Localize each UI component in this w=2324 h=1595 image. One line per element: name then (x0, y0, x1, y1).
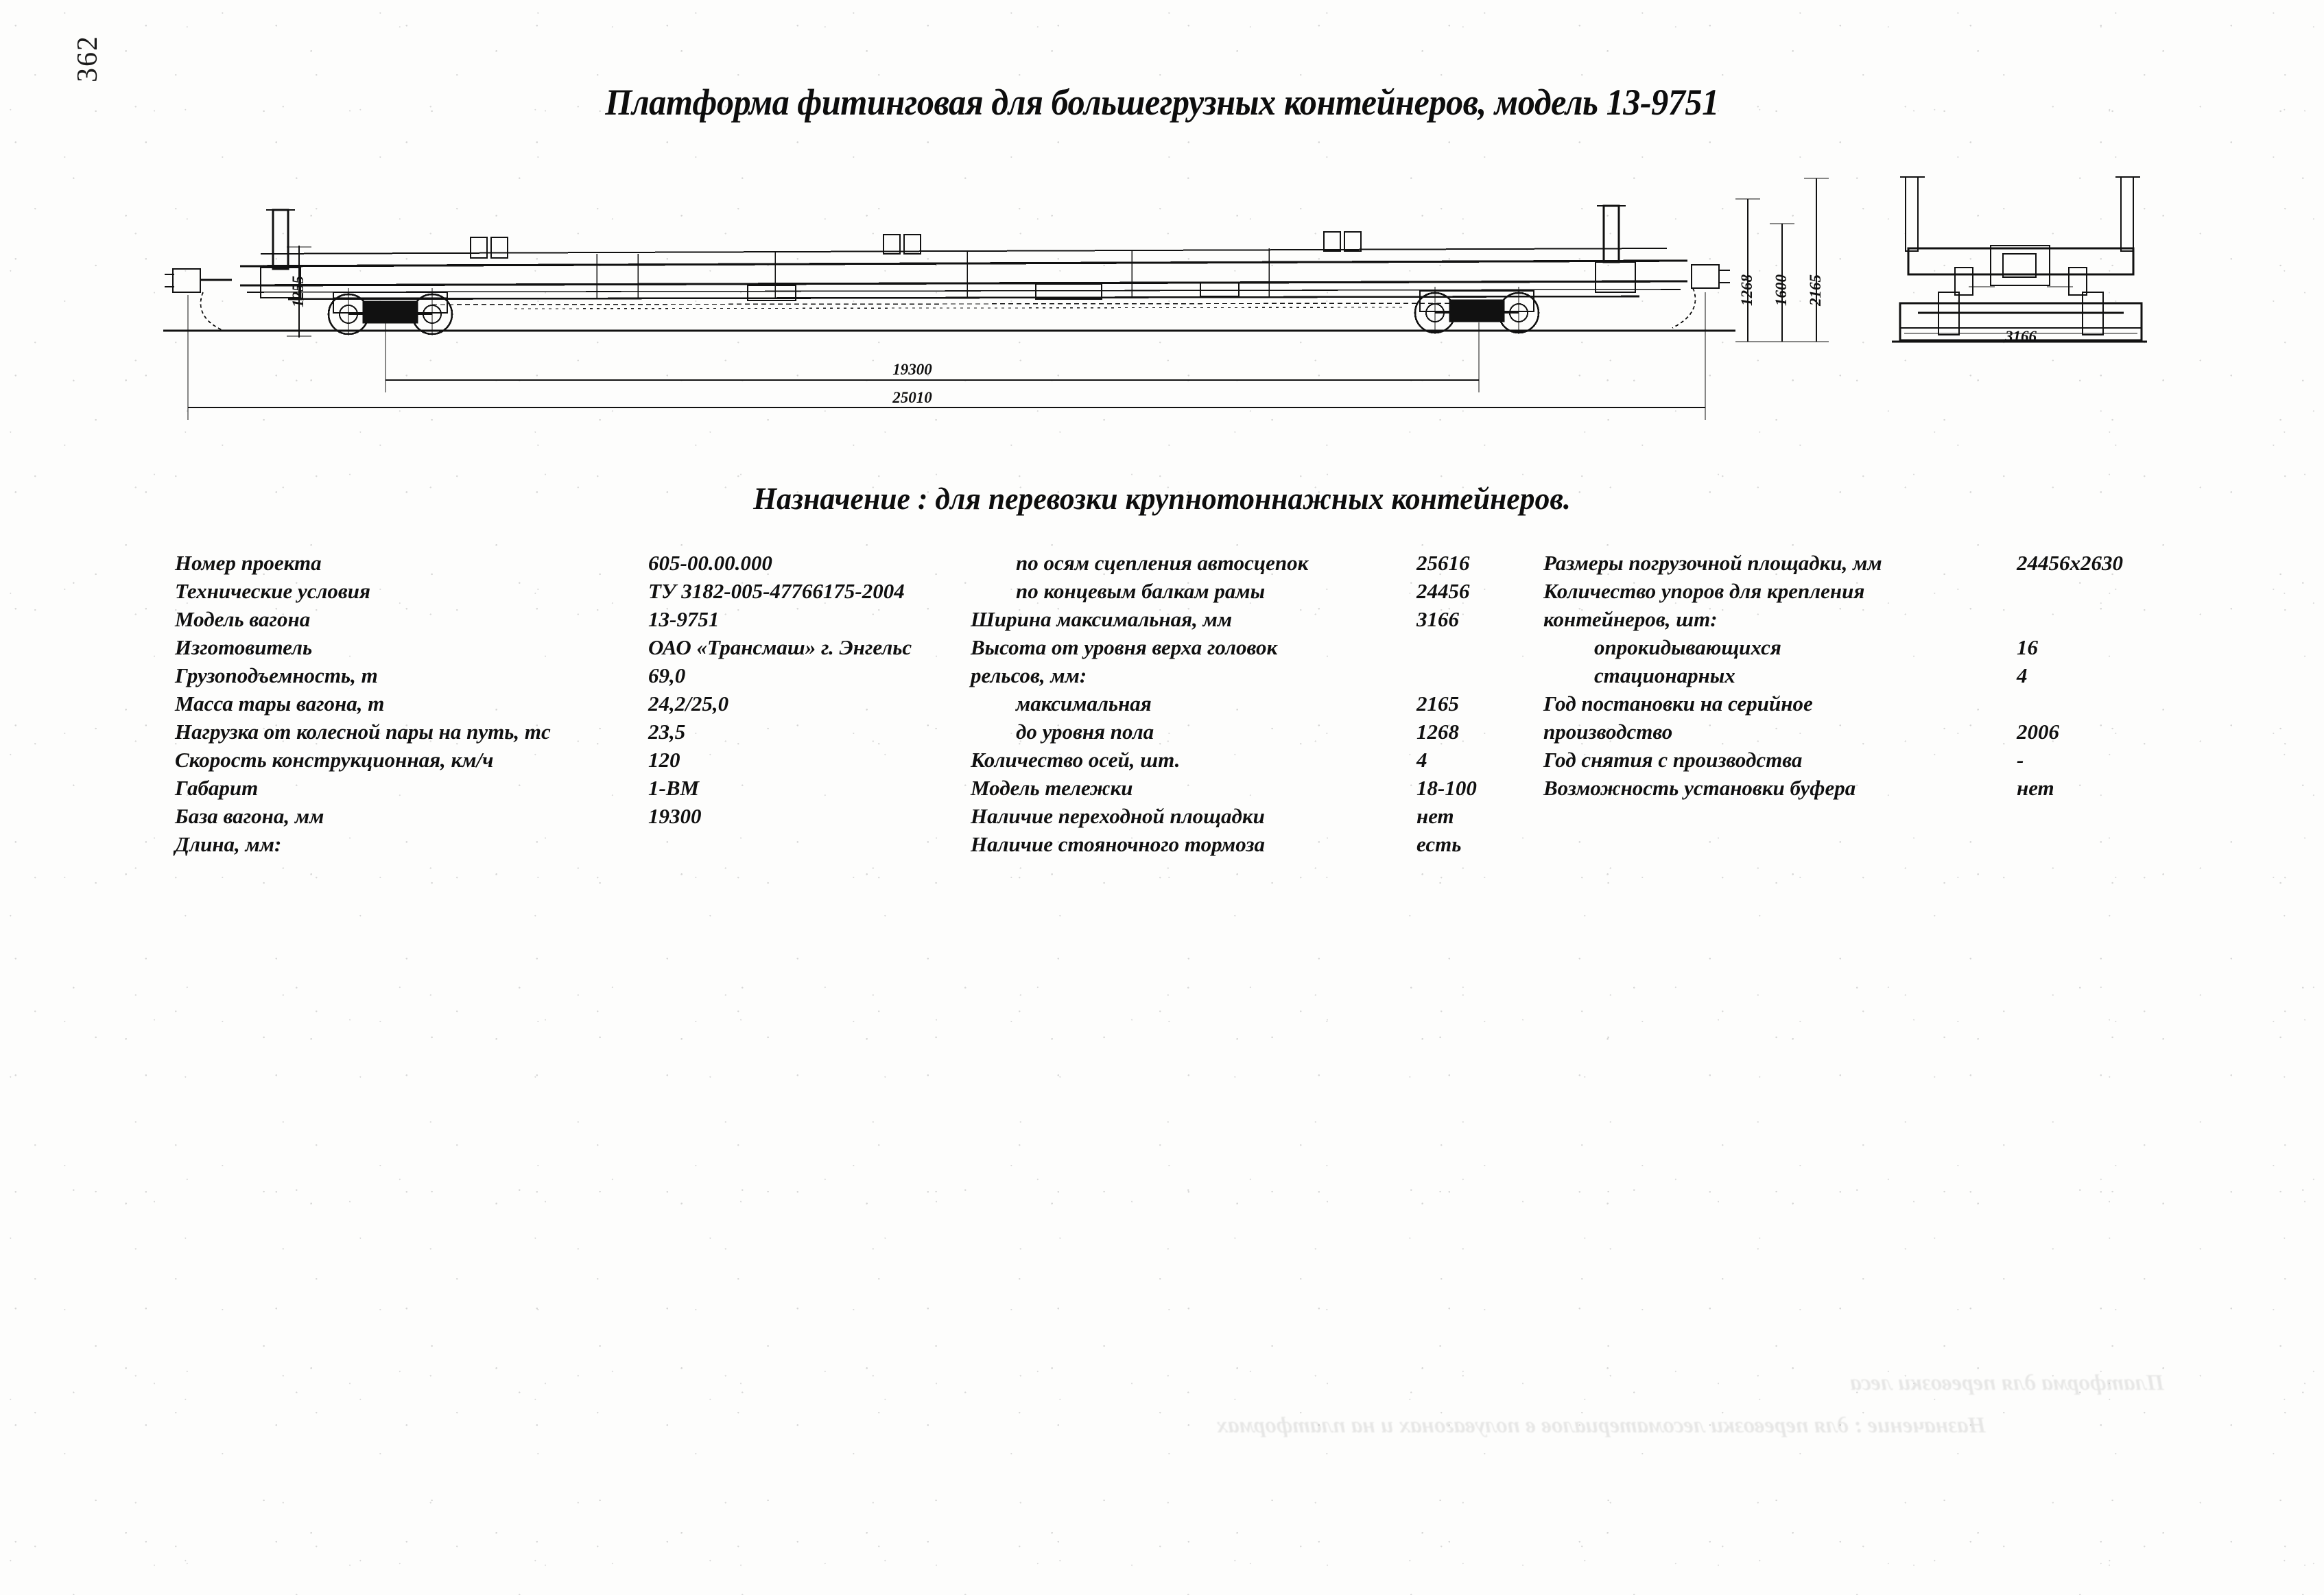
spec-right-value-2 (2017, 605, 2195, 633)
dim-max-height: 2165 (1807, 274, 1824, 306)
railcar-drawing-svg (158, 158, 2168, 446)
spec-left-value-2: 13-9751 (648, 607, 720, 631)
spec-left-label-2: Модель вагона (175, 607, 311, 631)
spec-right-value-0: 24456x2630 (2017, 551, 2123, 575)
spec-middle-label-2: Ширина максимальная, мм (971, 607, 1233, 631)
spec-middle-label-4: рельсов, мм: (971, 663, 1087, 687)
spec-column-left-labels (175, 549, 648, 858)
spec-right-value-7: - (2017, 748, 2024, 772)
spec-column-middle-labels (971, 549, 1416, 858)
technical-drawing (158, 158, 2168, 446)
spec-middle-value-2: 3166 (1416, 607, 1459, 631)
spec-middle-value-3 (1416, 633, 1543, 661)
spec-left-value-5: 24,2/25,0 (648, 692, 729, 716)
spec-middle-value-6: 1268 (1416, 720, 1459, 744)
spec-middle-label-5: максимальная (1016, 692, 1152, 716)
spec-right-value-3: 16 (2017, 635, 2038, 659)
spec-column-middle-values (1416, 549, 1543, 858)
dim-overall-length: 25010 (892, 389, 932, 406)
spec-left-label-4: Грузоподъемность, т (175, 663, 378, 687)
spec-left-label-7: Скорость конструкционная, км/ч (175, 748, 494, 772)
spec-left-value-8: 1-ВМ (648, 776, 700, 800)
verso-bleed-through (175, 1362, 2164, 1447)
dim-end-view-width: 3166 (2005, 328, 2037, 345)
spec-middle-label-7: Количество осей, шт. (971, 748, 1181, 772)
spec-left-value-0: 605-00.00.000 (648, 551, 772, 575)
spec-right-label-5: Год постановки на серийное (1543, 692, 1813, 716)
spec-middle-value-7: 4 (1416, 748, 1427, 772)
spec-left-label-0: Номер проекта (175, 551, 322, 575)
spec-left-label-3: Изготовитель (175, 635, 313, 659)
spec-left-label-10: Длина, мм: (175, 832, 282, 856)
dim-floor-height: 1268 (1738, 274, 1755, 306)
spec-left-value-9: 19300 (648, 804, 702, 828)
spec-middle-value-10: есть (1416, 832, 1462, 856)
spec-left-label-5: Масса тары вагона, т (175, 692, 385, 716)
dim-height-left: 1255 (289, 276, 307, 307)
spec-right-label-2: контейнеров, шт: (1543, 607, 1718, 631)
spec-middle-value-0: 25616 (1416, 551, 1470, 575)
spec-left-value-6: 23,5 (648, 720, 686, 744)
dim-platform-height: 1600 (1772, 274, 1790, 306)
spec-right-value-4: 4 (2017, 663, 2028, 687)
page-title: Платформа фитинговая для большегрузных контейнеров, модель 13-9751 (605, 82, 1719, 123)
spec-left-label-6: Нагрузка от колесной пары на путь, тс (175, 720, 551, 744)
spec-right-value-5 (2017, 689, 2195, 718)
spec-middle-value-4 (1416, 661, 1543, 689)
spec-left-value-7: 120 (648, 748, 680, 772)
dim-wheelbase: 19300 (892, 361, 932, 378)
spec-middle-value-1: 24456 (1416, 579, 1470, 603)
spec-left-label-9: База вагона, мм (175, 804, 324, 828)
spec-left-label-8: Габарит (175, 776, 259, 800)
spec-left-label-1: Технические условия (175, 579, 370, 603)
spec-left-value-10 (648, 830, 971, 858)
bleed-line-2: Назначение : для перевозки лесоматериалов в полувагонах и на платформах (1216, 1413, 1986, 1438)
spec-middle-label-6: до уровня пола (1016, 720, 1154, 744)
spec-middle-label-10: Наличие стояночного тормоза (971, 832, 1265, 856)
spec-right-value-6: 2006 (2017, 720, 2059, 744)
specification-table (175, 549, 2198, 858)
spec-right-label-3: опрокидывающихся (1594, 635, 1781, 659)
spec-right-label-1: Количество упоров для крепления (1543, 579, 1865, 603)
bleed-line-1: Платформа для перевозки леса (1850, 1371, 2164, 1395)
spec-right-label-7: Год снятия с производства (1543, 748, 1803, 772)
spec-right-label-0: Размеры погрузочной площадки, мм (1543, 551, 1882, 575)
spec-middle-value-5: 2165 (1416, 692, 1459, 716)
spec-left-value-1: ТУ 3182-005-47766175-2004 (648, 579, 905, 603)
page-number: 362 (72, 35, 104, 82)
spec-right-value-1 (2017, 577, 2195, 605)
spec-right-label-8: Возможность установки буфера (1543, 776, 1856, 800)
spec-middle-label-3: Высота от уровня верха головок (971, 635, 1278, 659)
spec-left-value-3: ОАО «Трансмаш» г. Энгельс (648, 635, 912, 659)
spec-column-left-values (648, 549, 971, 858)
spec-left-value-4: 69,0 (648, 663, 686, 687)
spec-middle-value-8: 18-100 (1416, 776, 1477, 800)
spec-middle-label-0: по осям сцепления автосцепок (1016, 551, 1309, 575)
spec-middle-label-1: по концевым балкам рамы (1016, 579, 1266, 603)
spec-right-label-6: производство (1543, 720, 1673, 744)
purpose-statement: Назначение : для перевозки крупнотоннажных контейнеров. (753, 481, 1571, 516)
spec-middle-label-9: Наличие переходной площадки (971, 804, 1265, 828)
spec-middle-label-8: Модель тележки (971, 776, 1133, 800)
spec-column-right-labels (1543, 549, 2017, 802)
spec-right-label-4: стационарных (1594, 663, 1735, 687)
spec-column-right-values (2017, 549, 2195, 802)
spec-middle-value-9: нет (1416, 804, 1454, 828)
spec-right-value-8: нет (2017, 776, 2054, 800)
